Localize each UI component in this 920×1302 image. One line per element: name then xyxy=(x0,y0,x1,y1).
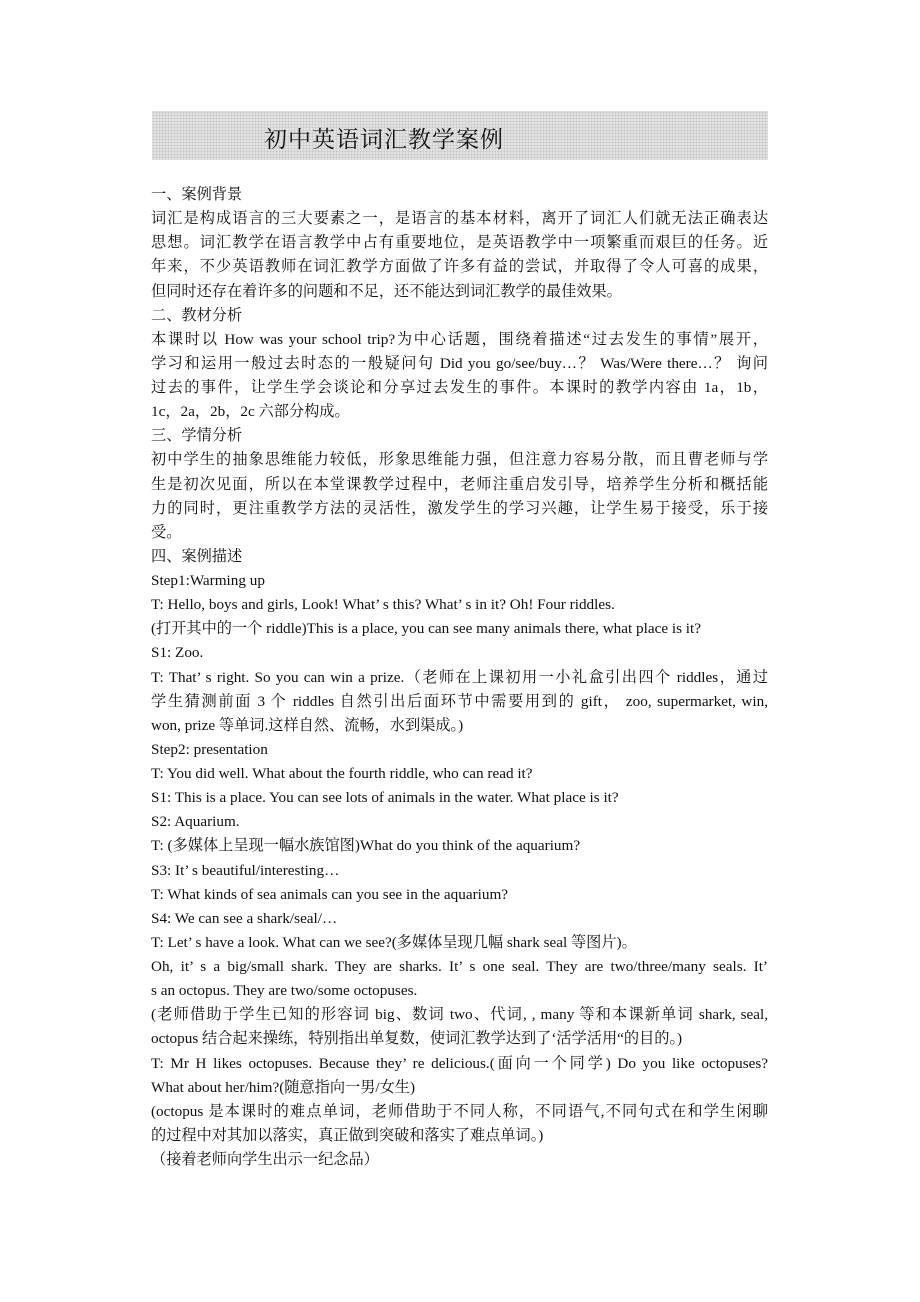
text-line: 思想。词汇教学在语言教学中占有重要地位，是英语教学中一项繁重而艰巨的任务。近 xyxy=(151,234,768,252)
text-line: 初中学生的抽象思维能力较低，形象思维能力强，但注意力容易分散，而且曹老师与学 xyxy=(151,451,768,469)
document-title: 初中英语词汇教学案例 xyxy=(264,127,504,152)
text-line: 学习和运用一般过去时态的一般疑问句 Did you go/see/buy…？ Was/Were there…？ 询问 xyxy=(151,354,768,372)
text-line: 年来，不少英语教师在词汇教学方面做了许多有益的尝试，并取得了令人可喜的成果， xyxy=(151,258,768,276)
text-line: S4: We can see a shark/seal/… xyxy=(151,909,338,927)
text-line: T: That’ s right. So you can win a prize.（老师在上课初用一小礼盒引出四个 riddles，通过 xyxy=(151,668,768,686)
text-line: What about her/him?(随意指向一男/女生) xyxy=(151,1078,416,1096)
text-line: 过去的事件，让学生学会谈论和分享过去发生的事件。本课时的教学内容由 1a，1b， xyxy=(151,379,768,396)
text-line: S1: Zoo. xyxy=(151,644,204,662)
text-line: 力的同时，更注重教学方法的灵活性，激发学生的学习兴趣，让学生易于接受，乐于接 xyxy=(151,499,768,517)
text-line: 1c，2a，2b，2c 六部分构成。 xyxy=(151,403,350,421)
section-heading: 三、学情分析 xyxy=(151,427,243,445)
text-line: T: Let’ s have a look. What can we see?(多媒体呈现几幅 shark seal 等图片)。 xyxy=(151,933,637,951)
text-line: (打开其中的一个 riddle)This is a place, you can see many animals there, what place is it? xyxy=(151,620,701,638)
text-line: T: Mr H likes octopuses. Because they’ re delicious.(面向一个同学) Do you like octopuses? xyxy=(151,1054,768,1072)
text-line: won, prize 等单词.这样自然、流畅，水到渠成。) xyxy=(151,716,464,734)
text-line: 但同时还存在着许多的问题和不足，还不能达到词汇教学的最佳效果。 xyxy=(151,282,622,300)
document-body xyxy=(151,183,768,1172)
text-line: 受。 xyxy=(151,523,182,541)
section-heading: 一、案例背景 xyxy=(151,186,243,203)
text-line: T: What kinds of sea animals can you see in the aquarium? xyxy=(151,885,509,903)
text-line: octopus 结合起来操练，特别指出单复数，使词汇教学达到了‘活学活用“的目的。) xyxy=(151,1030,683,1048)
text-line: (老师借助于学生已知的形容词 big、数词 two、代词, , many 等和本课新单词 shark, seal, xyxy=(151,1006,768,1024)
text-line: Step2: presentation xyxy=(151,740,268,758)
text-line: 本课时以 How was your school trip?为中心话题，围绕着描述“过去发生的事情”展开， xyxy=(151,330,768,348)
title-banner xyxy=(152,111,768,160)
text-line: S2: Aquarium. xyxy=(151,813,240,831)
text-line: Step1:Warming up xyxy=(151,572,265,589)
text-line: S3: It’ s beautiful/interesting… xyxy=(151,861,340,879)
text-line: T: Hello, boys and girls, Look! What’ s this? What’ s in it? Oh! Four riddles. xyxy=(151,596,615,614)
section-heading: 四、案例描述 xyxy=(151,547,243,565)
section-heading: 二、教材分析 xyxy=(151,306,243,324)
text-line: S1: This is a place. You can see lots of animals in the water. What place is it? xyxy=(151,789,619,807)
text-line: 的过程中对其加以落实，真正做到突破和落实了难点单词。) xyxy=(151,1126,544,1144)
text-line: 学生猜测前面 3 个 riddles 自然引出后面环节中需要用到的 gift， zoo, supermarket, win, xyxy=(151,692,768,710)
text-line: s an octopus. They are two/some octopuses. xyxy=(151,982,418,1000)
text-line: Oh, it’ s a big/small shark. They are sharks. It’ s one seal. They are two/three/many seals. It’ xyxy=(151,958,768,975)
text-line: T: (多媒体上呈现一幅水族馆图)What do you think of the aquarium? xyxy=(151,837,581,855)
text-line: （接着老师向学生出示一纪念品） xyxy=(151,1151,379,1168)
text-line: 词汇是构成语言的三大要素之一，是语言的基本材料，离开了词汇人们就无法正确表达 xyxy=(151,210,768,228)
text-line: T: You did well. What about the fourth riddle, who can read it? xyxy=(151,765,533,782)
text-line: 生是初次见面，所以在本堂课教学过程中，老师注重启发引导，培养学生分析和概括能 xyxy=(151,475,768,493)
text-line: (octopus 是本课时的难点单词，老师借助于不同人称，不同语气,不同句式在和学生闲聊 xyxy=(151,1102,768,1120)
